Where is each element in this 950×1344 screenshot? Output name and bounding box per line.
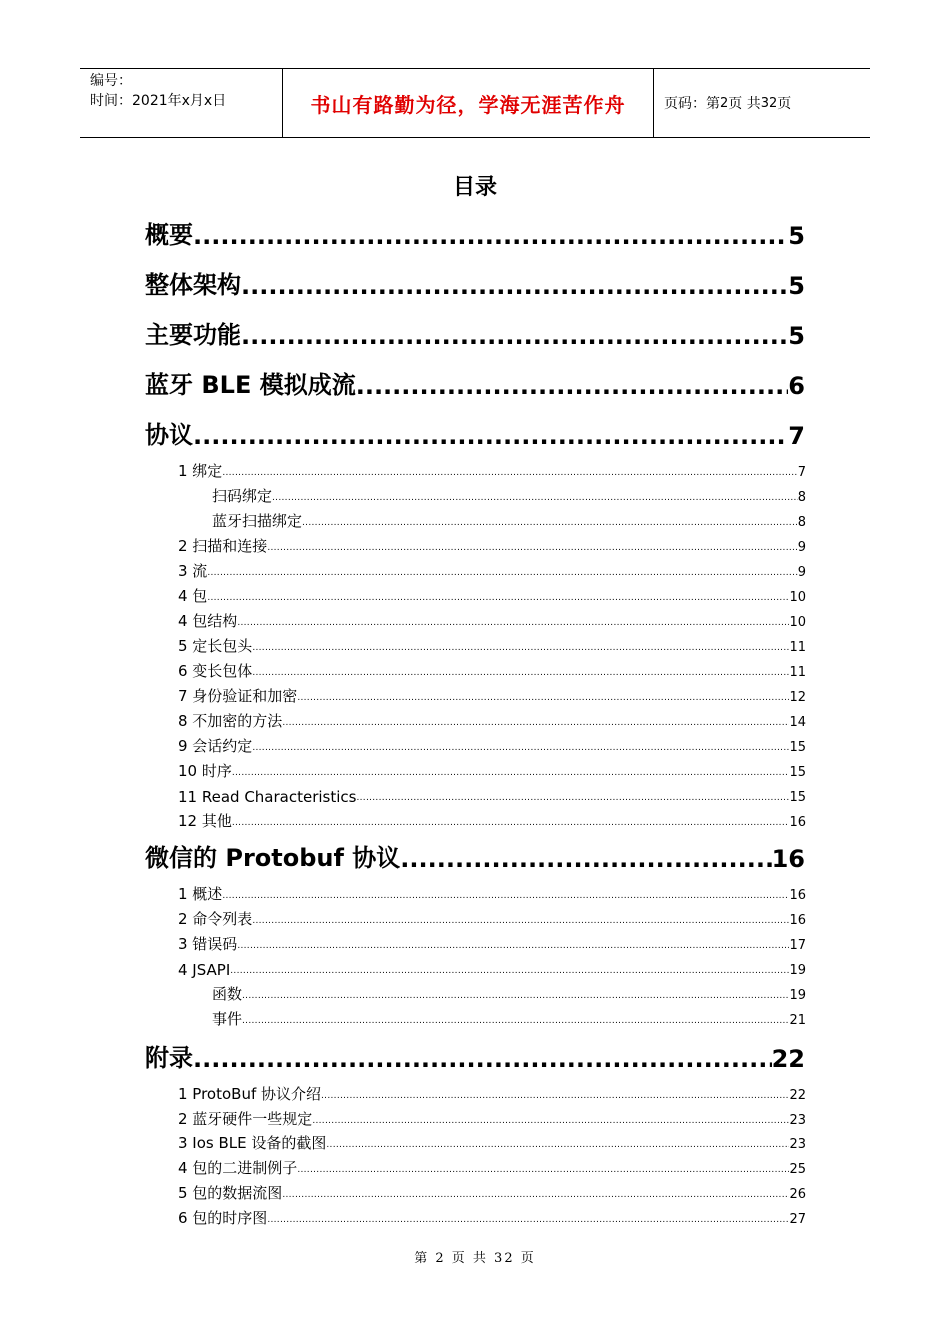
toc-entry-title: 整体架构: [145, 271, 241, 299]
toc-entry-title: 事件: [212, 1010, 243, 1028]
toc-entry-page: 22: [771, 1045, 805, 1073]
toc-entry-title: 2 命令列表: [178, 910, 253, 928]
toc-entry-page: 5: [788, 272, 805, 300]
toc-entry-title: 概要: [145, 221, 193, 249]
toc-entry-title: 协议: [145, 421, 193, 449]
toc-leader-dots: [232, 768, 790, 781]
toc-entry-page: 23: [789, 1137, 806, 1152]
toc-entry-page: 11: [789, 665, 806, 680]
toc-entry-title: 3 流: [178, 562, 208, 580]
toc-entry-page: 11: [789, 640, 806, 655]
header-page-mid: 页 共: [728, 96, 761, 112]
toc-leader-dots: [237, 618, 789, 631]
toc-leader-dots: [400, 845, 771, 873]
toc-leader-dots: [267, 1215, 789, 1228]
toc-entry[interactable]: [178, 932, 806, 954]
page-footer: 第 2 页 共 32 页: [414, 1251, 536, 1266]
toc-leader-dots: [193, 222, 788, 250]
toc-entry-title: 7 身份验证和加密: [178, 687, 298, 705]
toc-entry[interactable]: [178, 584, 806, 606]
toc-entry[interactable]: [178, 1181, 806, 1203]
toc-entry-page: 17: [789, 938, 806, 953]
toc-entry[interactable]: [178, 1206, 806, 1228]
toc-title: 目录: [452, 175, 497, 200]
toc-entry-title: 4 JSAPI: [178, 961, 231, 979]
header-page-prefix: 页码：第: [664, 96, 720, 112]
header-page-info: [654, 69, 870, 137]
toc-entry[interactable]: [212, 1007, 806, 1029]
toc-entry[interactable]: [178, 609, 806, 631]
toc-leader-dots: [326, 1140, 789, 1153]
header-meta: [80, 69, 282, 137]
toc-entry-page: 16: [771, 845, 805, 873]
toc-leader-dots: [302, 518, 798, 531]
header-page-suffix: 页: [777, 96, 792, 112]
toc-entry[interactable]: [178, 659, 806, 681]
toc-entry-title: 9 会话约定: [178, 737, 253, 755]
toc-leader-dots: [252, 668, 789, 681]
toc-entry-title: 1 绑定: [178, 462, 223, 480]
toc-entry[interactable]: [178, 809, 806, 831]
toc-entry-title: 主要功能: [145, 321, 241, 349]
toc-entry-page: 10: [789, 590, 806, 605]
toc-entry-title: 2 蓝牙硬件一些规定: [178, 1110, 313, 1128]
toc-leader-dots: [230, 966, 789, 979]
header-motto: 书山有路勤为径，学海无涯苦作舟: [282, 69, 654, 137]
toc-entry-page: 27: [789, 1212, 806, 1227]
toc-entry-page: 10: [789, 615, 806, 630]
toc-leader-dots: [252, 643, 789, 656]
toc-entry[interactable]: [145, 1039, 805, 1073]
toc-leader-dots: [242, 1016, 789, 1029]
toc-entry-page: 12: [789, 690, 806, 705]
toc-entry-page: 8: [797, 490, 806, 505]
toc-entry-title: 6 包的时序图: [178, 1209, 268, 1227]
toc-entry-title: 4 包: [178, 587, 208, 605]
toc-leader-dots: [282, 718, 789, 731]
toc-entry-page: 15: [789, 790, 806, 805]
toc-leader-dots: [267, 543, 797, 556]
toc-entry-title: 6 变长包体: [178, 662, 253, 680]
toc-entry[interactable]: [145, 216, 805, 250]
toc-entry-page: 15: [789, 765, 806, 780]
toc-entry-page: 7: [788, 422, 805, 450]
toc-entry[interactable]: [178, 882, 806, 904]
page-header: [80, 68, 870, 138]
toc-leader-dots: [232, 818, 790, 831]
toc-entry-page: 14: [789, 715, 806, 730]
toc-entry[interactable]: [212, 509, 806, 531]
toc-entry[interactable]: [178, 734, 806, 756]
toc-entry[interactable]: [178, 684, 806, 706]
toc-leader-dots: [207, 568, 797, 581]
toc-entry-page: 5: [788, 322, 805, 350]
toc-entry-page: 16: [789, 888, 806, 903]
toc-entry-page: 15: [789, 740, 806, 755]
toc-leader-dots: [282, 1190, 789, 1203]
toc-entry[interactable]: [178, 1156, 806, 1178]
toc-entry[interactable]: [145, 839, 805, 873]
toc-leader-dots: [242, 991, 789, 1004]
toc-leader-dots: [207, 593, 789, 606]
toc-entry-page: 9: [797, 565, 806, 580]
toc-entry-title: 8 不加密的方法: [178, 712, 283, 730]
toc-entry[interactable]: [178, 1082, 806, 1104]
toc-leader-dots: [272, 493, 798, 506]
toc-entry-page: 6: [788, 372, 805, 400]
toc-entry[interactable]: [212, 982, 806, 1004]
header-page-total: 32: [760, 95, 778, 111]
toc-entry-page: 22: [789, 1088, 806, 1103]
toc-entry-title: 3 Ios BLE 设备的截图: [178, 1134, 327, 1152]
toc-leader-dots: [252, 743, 789, 756]
toc-entry[interactable]: [178, 534, 806, 556]
toc-leader-dots: [297, 1165, 789, 1178]
toc-entry[interactable]: [178, 907, 806, 929]
toc-entry-title: 扫码绑定: [212, 487, 273, 505]
toc-entry[interactable]: [178, 459, 806, 481]
toc-entry-title: 4 包的二进制例子: [178, 1159, 298, 1177]
toc-entry-page: 19: [789, 963, 806, 978]
toc-leader-dots: [356, 372, 789, 400]
toc-entry-title: 11 Read Characteristics: [178, 788, 357, 806]
toc-entry-title: 附录: [145, 1044, 193, 1072]
toc-leader-dots: [222, 891, 789, 904]
toc-leader-dots: [252, 916, 789, 929]
toc-entry[interactable]: [212, 484, 806, 506]
toc-entry-page: 16: [789, 815, 806, 830]
toc-entry-title: 5 包的数据流图: [178, 1184, 283, 1202]
toc-entry[interactable]: [178, 759, 806, 781]
toc-entry-title: 蓝牙 BLE 模拟成流: [145, 371, 356, 399]
document-number-label: 编号：: [90, 73, 132, 89]
toc-entry-title: 1 ProtoBuf 协议介绍: [178, 1085, 322, 1103]
toc-entry-title: 12 其他: [178, 812, 232, 830]
toc-entry-title: 2 扫描和连接: [178, 537, 268, 555]
toc-leader-dots: [321, 1091, 789, 1104]
toc-entry-page: 8: [797, 515, 806, 530]
toc-leader-dots: [193, 1045, 772, 1073]
toc-entry-page: 23: [789, 1113, 806, 1128]
toc-leader-dots: [297, 693, 789, 706]
toc-entry-title: 10 时序: [178, 762, 232, 780]
toc-leader-dots: [237, 941, 789, 954]
toc-entry[interactable]: [178, 559, 806, 581]
toc-entry[interactable]: [178, 709, 806, 731]
toc-entry[interactable]: [145, 266, 805, 300]
toc-leader-dots: [222, 468, 797, 481]
toc-entry-page: 26: [789, 1187, 806, 1202]
toc-entry-title: 5 定长包头: [178, 637, 253, 655]
toc-leader-dots: [241, 322, 788, 350]
toc-entry[interactable]: [178, 1107, 806, 1129]
toc-entry[interactable]: [145, 316, 805, 350]
toc-entry-page: 25: [789, 1162, 806, 1177]
toc-entry-title: 蓝牙扫描绑定: [212, 512, 303, 530]
toc-entry[interactable]: [145, 366, 805, 400]
toc-entry-title: 微信的 Protobuf 协议: [145, 844, 401, 872]
header-page-number: 2: [720, 95, 729, 111]
toc-entry-title: 函数: [212, 985, 243, 1003]
toc-entry-title: 1 概述: [178, 885, 223, 903]
toc-leader-dots: [312, 1116, 789, 1129]
toc-entry-page: 5: [788, 222, 805, 250]
toc-entry[interactable]: [178, 1131, 806, 1153]
toc-leader-dots: [241, 272, 788, 300]
toc-entry[interactable]: [178, 957, 806, 979]
document-time-label: 时间：2021年x月x日: [90, 93, 227, 109]
toc-entry-page: 9: [797, 540, 806, 555]
toc-entry-page: 7: [797, 465, 806, 480]
toc-entry[interactable]: [145, 416, 805, 450]
toc-entry-title: 3 错误码: [178, 935, 238, 953]
toc-entry-title: 4 包结构: [178, 612, 238, 630]
toc-leader-dots: [193, 422, 788, 450]
toc-entry-page: 16: [789, 913, 806, 928]
toc-entry[interactable]: [178, 634, 806, 656]
toc-entry-page: 21: [789, 1013, 806, 1028]
toc-entry-page: 19: [789, 988, 806, 1003]
toc-entry[interactable]: [178, 784, 806, 806]
toc-leader-dots: [356, 793, 789, 806]
